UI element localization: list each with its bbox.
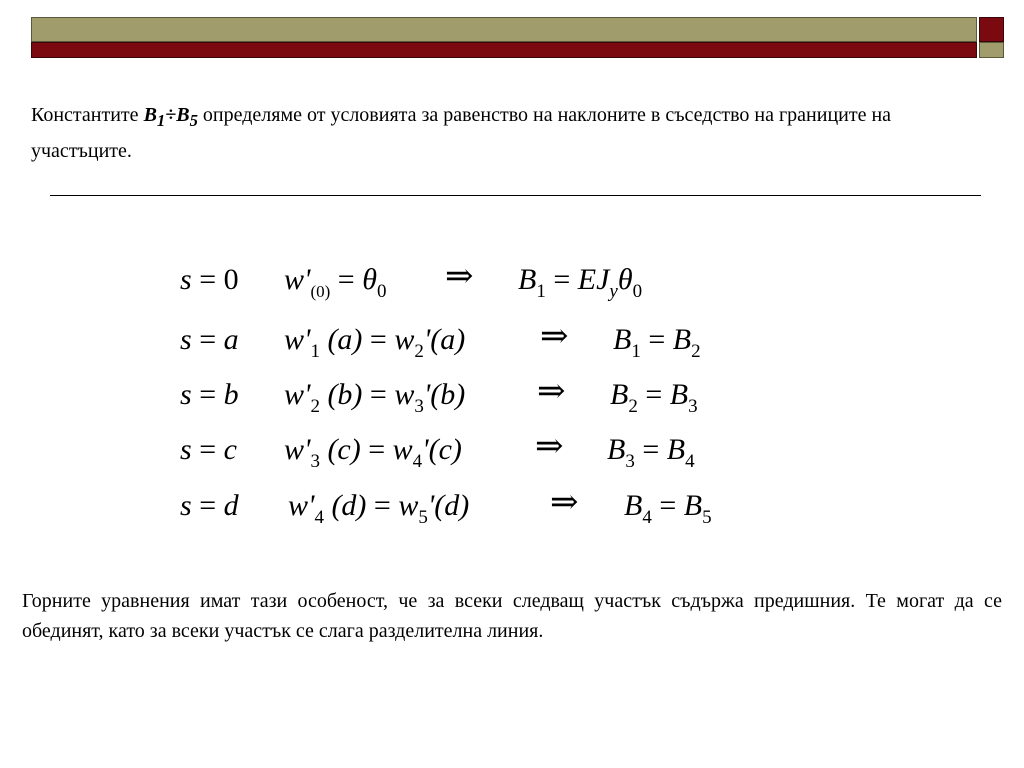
range-sep: ÷ xyxy=(165,104,177,126)
header-bar-red xyxy=(31,42,977,58)
equation-lhs: $w'_4$ $(d) = w_5'(d)$ xyxy=(288,489,470,528)
implies-arrow: ⇒ xyxy=(550,484,579,521)
equation-result: $B_1 = B_2$ xyxy=(613,323,701,362)
intro-after: определяме от условията за равенство на наклоните в съседство на границите на участъците. xyxy=(31,104,892,162)
header-square-red xyxy=(979,17,1004,42)
intro-before: Константите xyxy=(31,104,144,126)
equation-result: $B_1 = EJ_y\theta_0$ xyxy=(518,263,643,302)
equation-result: $B_4 = B_5$ xyxy=(624,489,712,528)
equation-result: $B_2 = B_3$ xyxy=(610,378,698,417)
implies-arrow: ⇒ xyxy=(537,373,566,410)
range-end-sub: 5 xyxy=(189,111,198,130)
equation-condition: s = b xyxy=(180,378,239,411)
implies-arrow: ⇒ xyxy=(535,428,564,465)
equation-condition: s = a xyxy=(180,323,239,356)
intro-paragraph xyxy=(31,100,991,166)
equation-result: $B_3 = B_4$ xyxy=(607,433,695,472)
divider-line xyxy=(50,195,981,196)
equation-condition: s = 0 xyxy=(180,263,239,296)
equation-lhs: $w'_1$ $(a) = w_2'(a)$ xyxy=(284,323,466,362)
header-square-olive xyxy=(979,42,1004,58)
equation-lhs: $w'_3$ $(c) = w_4'(c)$ xyxy=(284,433,462,472)
range-start-sub: 1 xyxy=(156,111,166,130)
equation-lhs: $w'_2$ $(b) = w_3'(b)$ xyxy=(284,378,466,417)
implies-arrow: ⇒ xyxy=(445,258,474,295)
range-start: B xyxy=(143,104,157,126)
equation-condition: s = d xyxy=(180,489,239,522)
range-end: B xyxy=(176,104,190,126)
outro-paragraph: Горните уравнения имат тази особеност, че за всеки следващ участък съдържа предишния. Те могат да се обединят, като за всеки участък се слага разделителна линия. xyxy=(22,590,1002,642)
header-bar-olive xyxy=(31,17,977,42)
equation-condition: s = c xyxy=(180,433,237,466)
implies-arrow: ⇒ xyxy=(540,318,569,355)
equation-lhs: $w'_{(0)} = \theta_0$ xyxy=(284,263,387,302)
